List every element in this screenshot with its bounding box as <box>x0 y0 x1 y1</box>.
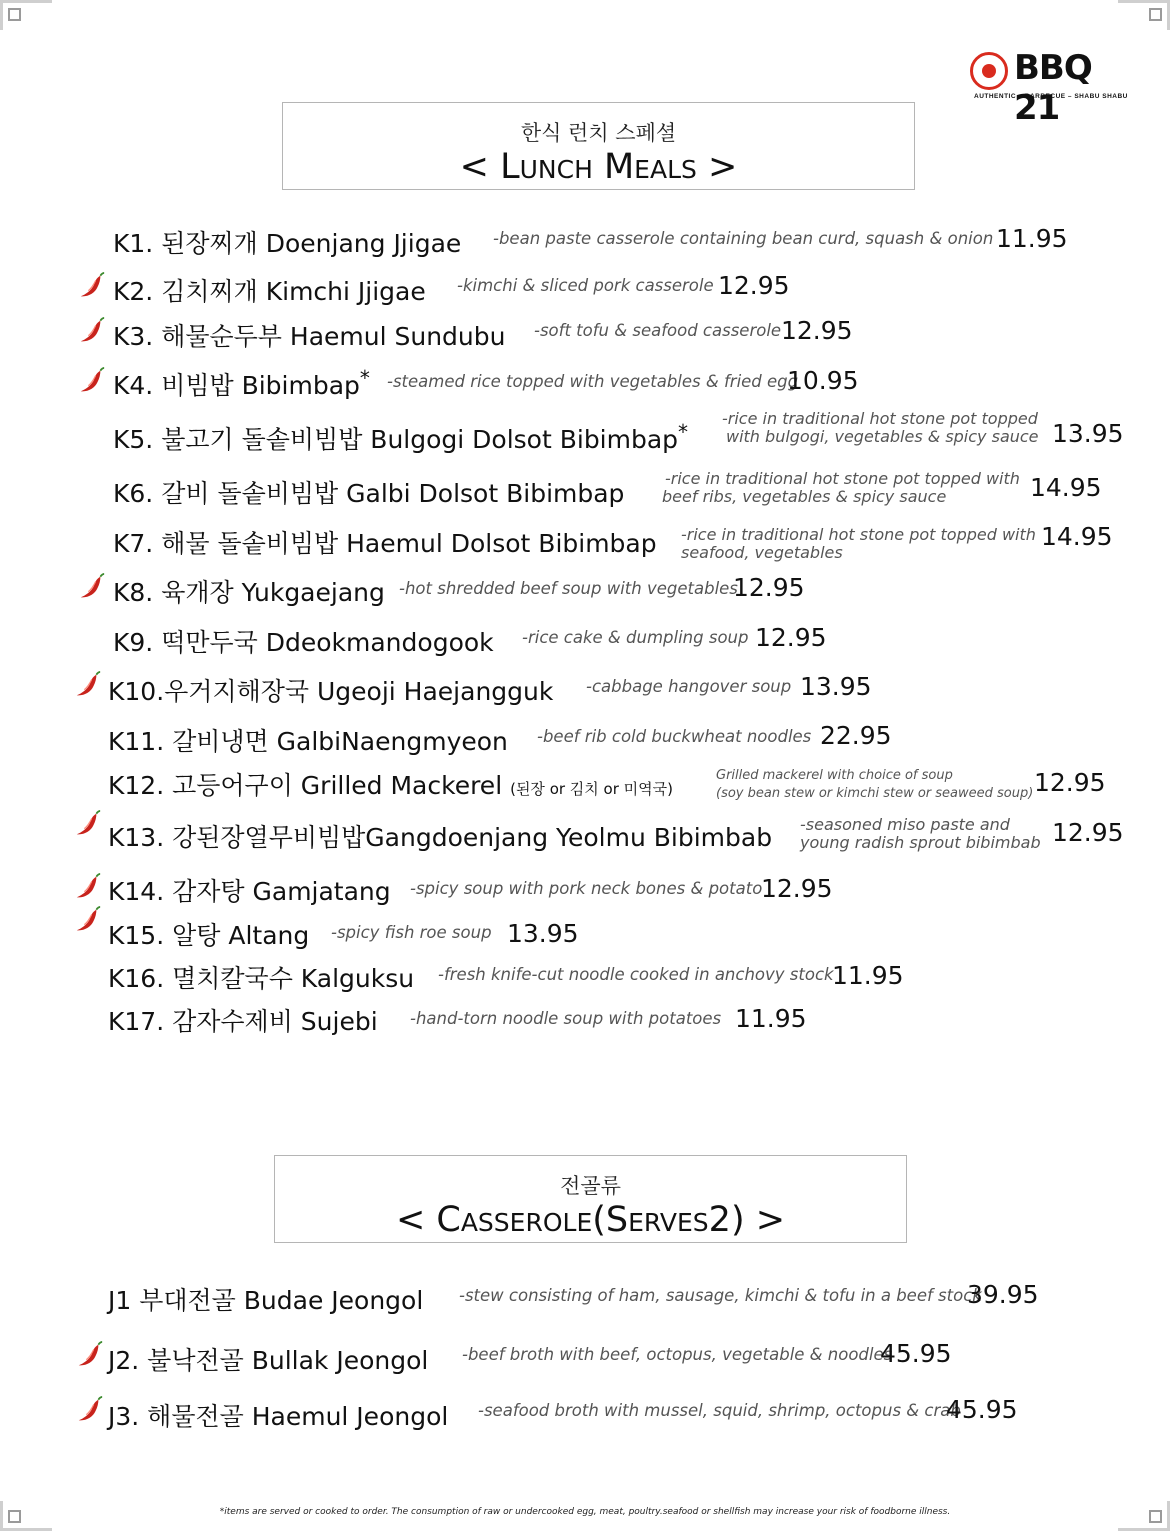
menu-item-price: 12.95 <box>761 874 833 903</box>
menu-item-name: K9. 떡만두국 Ddeokmandogook <box>113 628 494 657</box>
menu-item-price: 11.95 <box>832 961 904 990</box>
menu-item-price: 12.95 <box>733 573 805 602</box>
menu-item-description: -rice in traditional hot stone pot topped with bulgogi, vegetables & spicy sauce <box>722 409 1039 446</box>
restaurant-logo <box>970 48 1128 128</box>
menu-item-name: J3. 해물전골 Haemul Jeongol <box>108 1402 449 1431</box>
menu-item-description: -hot shredded beef soup with vegetables <box>399 579 738 598</box>
spicy-pepper-icon <box>78 317 106 345</box>
menu-item-price: 14.95 <box>1030 473 1102 502</box>
menu-item-description: -stew consisting of ham, sausage, kimchi & tofu in a beef stock <box>459 1286 982 1305</box>
food-safety-disclaimer: *items are served or cooked to order. The consumption of raw or undercooked egg, meat, poultry.seafood or shellfish may increase your risk of foodborne illness. <box>219 1507 951 1517</box>
menu-item-name: K7. 해물 돌솥비빔밥 Haemul Dolsot Bibimbap <box>113 529 657 558</box>
spicy-pepper-icon <box>74 810 102 838</box>
logo-text: BBQ 21 <box>1014 48 1092 128</box>
menu-item-description: -rice in traditional hot stone pot topped with beef ribs, vegetables & spicy sauce <box>662 469 1020 506</box>
casserole-title-korean: 전골류 <box>560 1174 621 1198</box>
corner-ornament-top-left <box>0 0 52 30</box>
menu-item-price: 22.95 <box>820 721 892 750</box>
menu-item-description: -cabbage hangover soup <box>586 677 792 696</box>
menu-item-description: -kimchi & sliced pork casserole <box>457 276 714 295</box>
menu-item-description: -rice cake & dumpling soup <box>522 628 749 647</box>
menu-item-price: 12.95 <box>755 623 827 652</box>
raw-warning-asterisk: * <box>359 366 370 390</box>
menu-item-description: -spicy fish roe soup <box>331 923 492 942</box>
spicy-pepper-icon <box>74 906 102 934</box>
menu-item-price: 45.95 <box>880 1339 952 1368</box>
logo-tagline: AUTHENTIC – BARBECUE – SHABU SHABU <box>974 93 1128 100</box>
menu-item-name: K4. 비빔밥 Bibimbap* <box>113 366 370 400</box>
menu-item-price: 39.95 <box>967 1280 1039 1309</box>
menu-item-price: 45.95 <box>946 1395 1018 1424</box>
lunch-title-korean: 한식 런치 스페셜 <box>520 121 677 145</box>
menu-item-price: 11.95 <box>735 1004 807 1033</box>
spicy-pepper-icon <box>78 573 106 601</box>
spicy-pepper-icon <box>76 1396 104 1424</box>
menu-item-description: -hand-torn noodle soup with potatoes <box>410 1009 722 1028</box>
spicy-pepper-icon <box>76 1341 104 1369</box>
menu-item-name: K14. 감자탕 Gamjatang <box>108 877 391 906</box>
menu-item-description: -spicy soup with pork neck bones & potato <box>410 879 763 898</box>
menu-item-price: 11.95 <box>996 224 1068 253</box>
casserole-title-english: < Casserole(Serves2) > <box>395 1200 786 1240</box>
menu-item-name: K6. 갈비 돌솥비빔밥 Galbi Dolsot Bibimbap <box>113 479 625 508</box>
menu-item-name: J1 부대전골 Budae Jeongol <box>108 1286 424 1315</box>
menu-item-description: -bean paste casserole containing bean curd, squash & onion <box>493 229 994 248</box>
lunch-title-english: < Lunch Meals > <box>459 147 738 187</box>
menu-item-description: -beef broth with beef, octopus, vegetable & noodles <box>462 1345 893 1364</box>
menu-item-name: K17. 감자수제비 Sujebi <box>108 1007 378 1036</box>
menu-item-description: Grilled mackerel with choice of soup (soy bean stew or kimchi stew or seaweed soup) <box>716 768 1034 801</box>
spicy-pepper-icon <box>74 873 102 901</box>
menu-item-name: K15. 알탕 Altang <box>108 921 310 950</box>
menu-item-price: 10.95 <box>787 366 859 395</box>
menu-item-description: -fresh knife-cut noodle cooked in anchovy stock <box>438 965 834 984</box>
flame-badge-icon <box>970 52 1008 90</box>
menu-item-description: -beef rib cold buckwheat noodles <box>537 727 812 746</box>
menu-item-price: 12.95 <box>1052 818 1124 847</box>
casserole-section-header <box>274 1155 907 1243</box>
menu-item-description: -soft tofu & seafood casserole <box>534 321 782 340</box>
menu-item-name: K13. 강된장열무비빔밥Gangdoenjang Yeolmu Bibimbab <box>108 823 773 852</box>
menu-item-description: -rice in traditional hot stone pot topped with seafood, vegetables <box>681 525 1036 562</box>
menu-item-name: K12. 고등어구이 Grilled Mackerel (된장 or 김치 or 미역국) <box>108 771 673 800</box>
menu-item-price: 13.95 <box>800 672 872 701</box>
menu-item-description: -steamed rice topped with vegetables & fried egg <box>387 372 799 391</box>
menu-item-name: J2. 불낙전골 Bullak Jeongol <box>108 1346 429 1375</box>
menu-item-price: 12.95 <box>1034 768 1106 797</box>
menu-item-name: K8. 육개장 Yukgaejang <box>113 578 385 607</box>
menu-item-price: 13.95 <box>1052 419 1124 448</box>
corner-ornament-top-right <box>1118 0 1170 30</box>
raw-warning-asterisk: * <box>678 420 689 444</box>
menu-item-price: 13.95 <box>507 919 579 948</box>
menu-item-name: K2. 김치찌개 Kimchi Jjigae <box>113 277 426 306</box>
menu-item-name: K5. 불고기 돌솥비빔밥 Bulgogi Dolsot Bibimbap* <box>113 420 689 454</box>
menu-item-name: K3. 해물순두부 Haemul Sundubu <box>113 322 506 351</box>
spicy-pepper-icon <box>78 272 106 300</box>
lunch-section-header <box>282 102 915 190</box>
menu-item-price: 14.95 <box>1041 522 1113 551</box>
menu-item-price: 12.95 <box>718 271 790 300</box>
menu-item-name: K16. 멸치칼국수 Kalguksu <box>108 964 415 993</box>
menu-item-name: K1. 된장찌개 Doenjang Jjigae <box>113 229 462 258</box>
spicy-pepper-icon <box>78 367 106 395</box>
menu-item-description: -seafood broth with mussel, squid, shrimp, octopus & crab <box>478 1401 961 1420</box>
menu-item-name: K10.우거지해장국 Ugeoji Haejangguk <box>108 677 554 706</box>
spicy-pepper-icon <box>74 671 102 699</box>
menu-item-name: K11. 갈비냉면 GalbiNaengmyeon <box>108 727 508 756</box>
soup-option-note: (된장 or 김치 or 미역국) <box>510 780 673 798</box>
menu-item-price: 12.95 <box>781 316 853 345</box>
menu-item-description: -seasoned miso paste and young radish sprout bibimbab <box>800 815 1041 852</box>
